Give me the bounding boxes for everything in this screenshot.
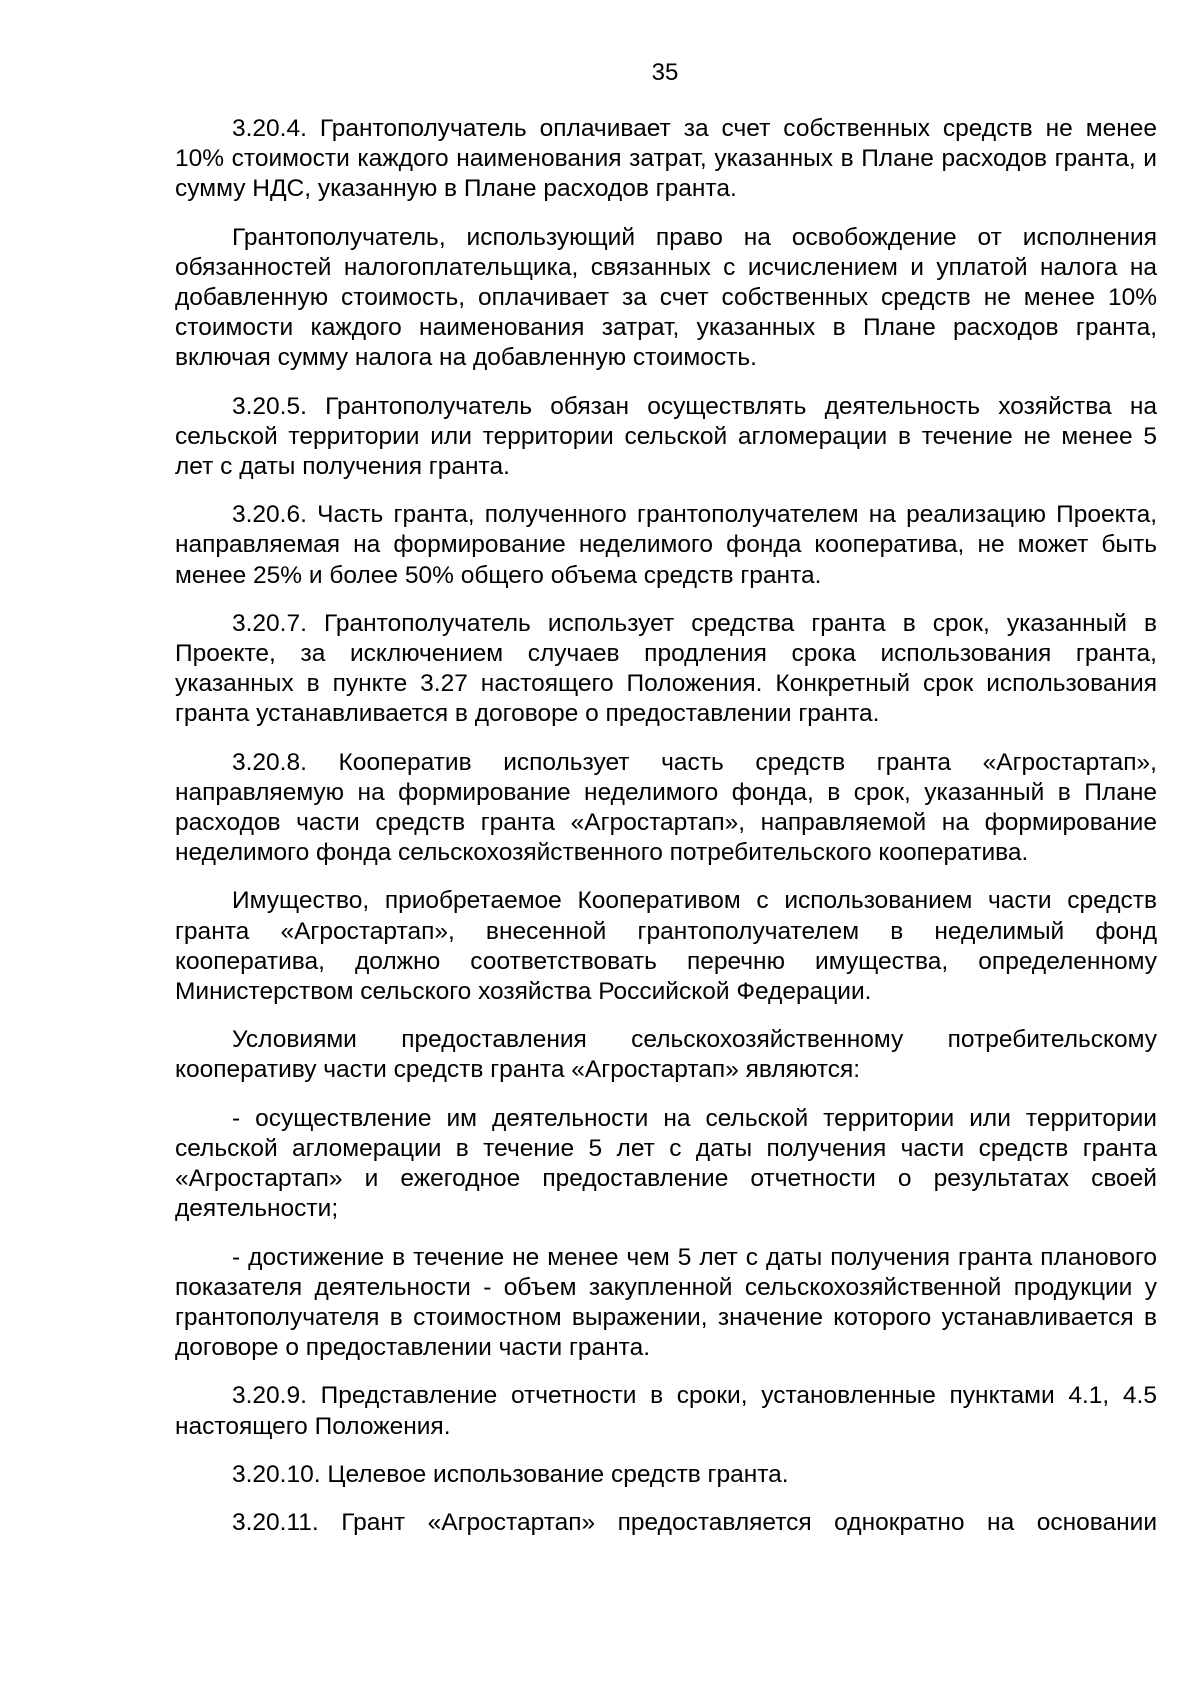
paragraph-3-20-7: 3.20.7. Грантополучатель использует средства гранта в срок, указанный в Проекте, за исключением случаев продления срока использования гранта, указанных в пункте 3.27 настоящего Положения. Конкретный срок использования гранта устанавливается в договоре о предоставлении гранта. bbox=[175, 609, 1157, 728]
paragraph-3-20-9: 3.20.9. Представление отчетности в сроки, установленные пунктами 4.1, 4.5 настоящего Положения. bbox=[175, 1382, 1157, 1440]
paragraph-property: Имущество, приобретаемое Кооперативом с использованием части средств гранта «Агростартап», внесенной грантополучателем в неделимый фонд кооператива, должно соответствовать перечню имущества, определенному Министерством сельского хозяйства Российской Федерации. bbox=[175, 887, 1157, 1006]
paragraph-3-20-10: 3.20.10. Целевое использование средств гранта. bbox=[232, 1460, 789, 1488]
list-item-condition-2: - достижение в течение не менее чем 5 лет с даты получения гранта планового показателя деятельности - объем закупленной сельскохозяйственной продукции у грантополучателя в стоимостном выражении, значение которого устанавливается в договоре о предоставлении части гранта. bbox=[175, 1243, 1157, 1362]
paragraph-3-20-8: 3.20.8. Кооператив использует часть средств гранта «Агростартап», направляемую на формирование неделимого фонда, в срок, указанный в Плане расходов части средств гранта «Агростартап», направляемой на формирование неделимого фонда сельскохозяйственного потребительского кооператива. bbox=[175, 748, 1157, 867]
document-body bbox=[175, 114, 1157, 1538]
paragraph-conditions: Условиями предоставления сельскохозяйственному потребительскому кооперативу части средств гранта «Агростартап» являются: bbox=[175, 1026, 1157, 1084]
paragraph-3-20-4: 3.20.4. Грантополучатель оплачивает за счет собственных средств не менее 10% стоимости каждого наименования затрат, указанных в Плане расходов гранта, и сумму НДС, указанную в Плане расходов гранта. bbox=[175, 115, 1157, 203]
paragraph-3-20-11: 3.20.11. Грант «Агростартап» предоставляется однократно на основании bbox=[232, 1508, 1157, 1536]
paragraph-3-20-6: 3.20.6. Часть гранта, полученного грантополучателем на реализацию Проекта, направляемая на формирование неделимого фонда кооператива, не может быть менее 25% и более 50% общего объема средств гранта. bbox=[175, 501, 1157, 589]
list-item-condition-1: - осуществление им деятельности на сельской территории или территории сельской агломерации в течение 5 лет с даты получения части средств гранта «Агростартап» и ежегодное предоставление отчетности о результатах своей деятельности; bbox=[175, 1104, 1157, 1223]
page-number: 35 bbox=[651, 59, 679, 86]
paragraph-vat-exempt: Грантополучатель, использующий право на освобождение от исполнения обязанностей налогоплательщика, связанных с исчислением и уплатой налога на добавленную стоимость, оплачивает за счет собственных средств не менее 10% стоимости каждого наименования затрат, указанных в Плане расходов гранта, включая сумму налога на добавленную стоимость. bbox=[175, 223, 1157, 372]
paragraph-3-20-5: 3.20.5. Грантополучатель обязан осуществлять деятельность хозяйства на сельской территории или территории сельской агломерации в течение не менее 5 лет с даты получения гранта. bbox=[175, 392, 1157, 481]
